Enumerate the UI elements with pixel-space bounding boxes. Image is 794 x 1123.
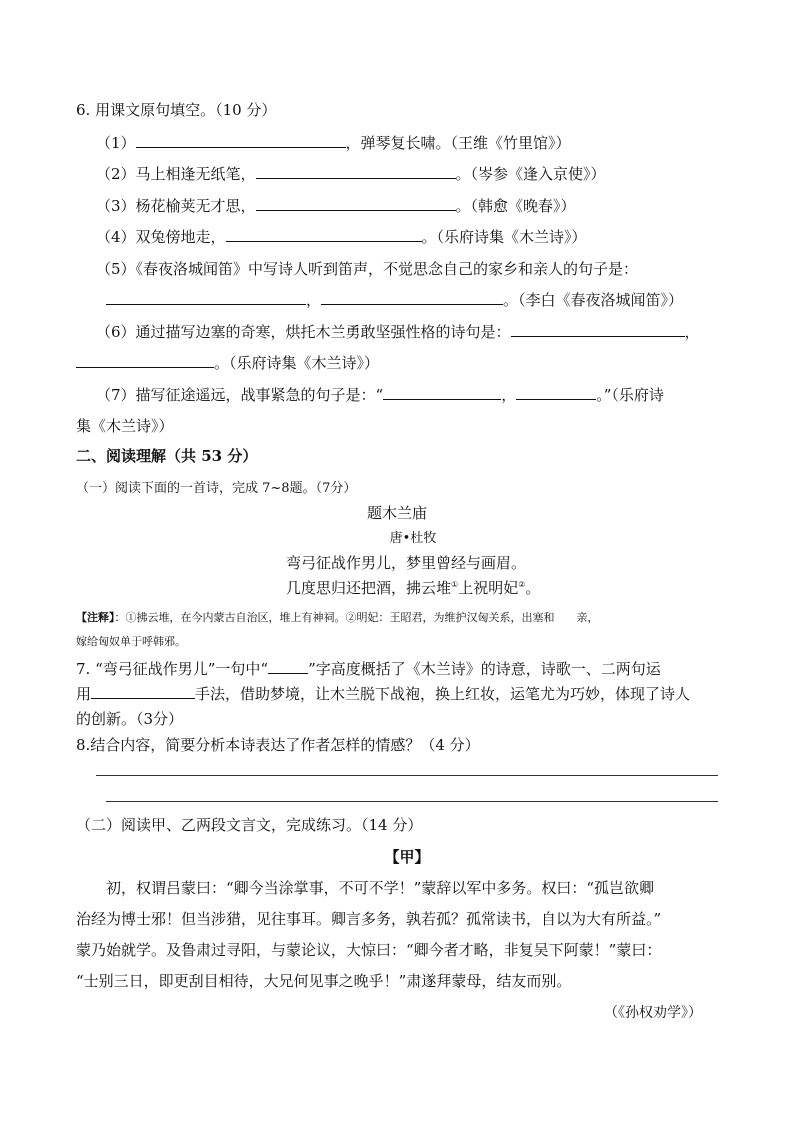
answer-blank[interactable] [268,659,308,674]
q6-item-6-line1 [96,322,700,342]
answer-blank[interactable] [256,196,456,211]
q6-item-6-line2 [76,353,379,373]
q7-text: 手法，借助梦境，让木兰脱下战袍，换上红妆，运笔尤为巧妙，体现了诗人 [195,685,691,703]
answer-blank[interactable] [511,322,685,337]
q7-text: 用 [76,685,92,703]
answer-blank[interactable] [91,684,195,699]
item-text: 。（韩愈《晚春》） [455,197,576,215]
answer-blank[interactable] [256,164,456,179]
q6-item-4 [96,227,587,247]
answer-line[interactable] [96,775,718,776]
answer-blank[interactable] [226,227,422,242]
note-label: 【注释】 [76,611,115,624]
item-text: 。（李白《春夜洛城闻笛》） [503,291,684,309]
answer-line[interactable] [106,801,718,802]
footnote-marker: ② [518,580,526,589]
q7-line-1 [76,659,661,679]
poem-text: 。 [525,579,541,597]
item-number: （1） [96,134,136,152]
note-line-1 [76,608,599,628]
poem-line-2 [286,578,540,598]
q6-item-7-line2: 集《木兰诗》） [76,417,174,435]
answer-blank[interactable] [516,385,596,400]
poem-text: 上祝明妃 [458,579,519,597]
q7-line-2 [76,684,690,704]
item-text: 。（乐府诗集《木兰诗》） [421,228,587,246]
passage-line-4: “士别三日，即更刮目相待，大兄何见事之晚乎！”肃遂拜蒙母，结友而别。 [76,972,572,990]
q6-item-2 [96,164,606,184]
item-text: ，弹琴复长啸。（王维《竹里馆》） [345,134,571,152]
answer-blank[interactable] [76,353,214,368]
footnote-marker: ① [451,580,459,589]
passage-label-jia: 【甲】 [384,848,430,866]
note-line-2: 嫁给匈奴单于呼韩邪。 [76,635,186,648]
poem-text: 几度思归还把酒，拂云堆 [286,579,452,597]
part2-heading: （二）阅读甲、乙两段文言文，完成练习。（14 分） [76,816,423,834]
answer-blank[interactable] [383,385,501,400]
q6-item-5-line2 [106,290,683,310]
note-text: 亲， [576,611,599,624]
q6-item-3 [96,196,576,216]
passage-source: （《孙权劝学》） [604,1005,702,1021]
passage-line-2: 治经为博士邪！但当涉猎，见往事耳。卿言多务，孰若孤？孤常读书，自以为大有所益。” [76,910,662,928]
q7-text: 7. “弯弓征战作男儿”一句中“ [76,660,269,678]
item-text: （4）双兔傍地走， [96,228,226,246]
poem-line-1: 弯弓征战作男儿，梦里曾经与画眉。 [286,554,527,572]
item-text: （2）马上相逢无纸笔， [96,165,256,183]
part1-heading: （一）阅读下面的一首诗，完成 7~8题。（7分） [76,481,357,496]
item-text: ， [684,323,700,341]
q7-line-3: 的创新。（3分） [76,710,184,728]
poem-author: 唐•杜牧 [389,531,437,546]
item-text: （6）通过描写边塞的奇寒，烘托木兰勇敢坚强性格的诗句是： [96,323,511,341]
item-text: ， [306,291,322,309]
passage-line-3: 蒙乃始就学。及鲁肃过寻阳，与蒙论议，大惊曰：“卿今者才略，非复吴下阿蒙！”蒙曰： [76,941,662,959]
item-text: 。（乐府诗集《木兰诗》） [214,354,380,372]
answer-blank[interactable] [321,290,503,305]
passage-line-1: 初，权谓吕蒙曰：“卿今当涂掌事，不可不学！”蒙辞以军中多务。权曰：“孤岂欲卿 [106,879,655,897]
answer-blank[interactable] [106,290,306,305]
q7-text: ”字高度概括了《木兰诗》的诗意，诗歌一、二两句运 [308,660,661,678]
q6-item-5-line1: （5）《春夜洛城闻笛》中写诗人听到笛声，不觉思念自己的家乡和亲人的句子是： [96,260,639,278]
answer-blank[interactable] [136,133,346,148]
section-heading: 二、阅读理解（共 53 分） [76,447,258,465]
poem-title: 题木兰庙 [366,504,427,522]
item-text: ， [501,386,517,404]
q8-question: 8.结合内容，简要分析本诗表达了作者怎样的情感？（4 分） [76,736,480,754]
item-text: 。（岑参《逢入京使》） [455,165,606,183]
q6-item-1 [96,133,571,153]
note-text: ：①拂云堆，在今内蒙古自治区，堆上有神祠。②明妃：王昭君，为维护汉匈关系，出塞和 [114,611,555,624]
item-text: 。”（乐府诗 [596,386,664,404]
item-text: （7）描写征途遥远，战事紧急的句子是：“ [96,386,384,404]
q6-heading: 6. 用课文原句填空。（10 分） [76,101,277,119]
q6-item-7-line1 [96,385,664,405]
item-text: （3）杨花榆荚无才思， [96,197,256,215]
